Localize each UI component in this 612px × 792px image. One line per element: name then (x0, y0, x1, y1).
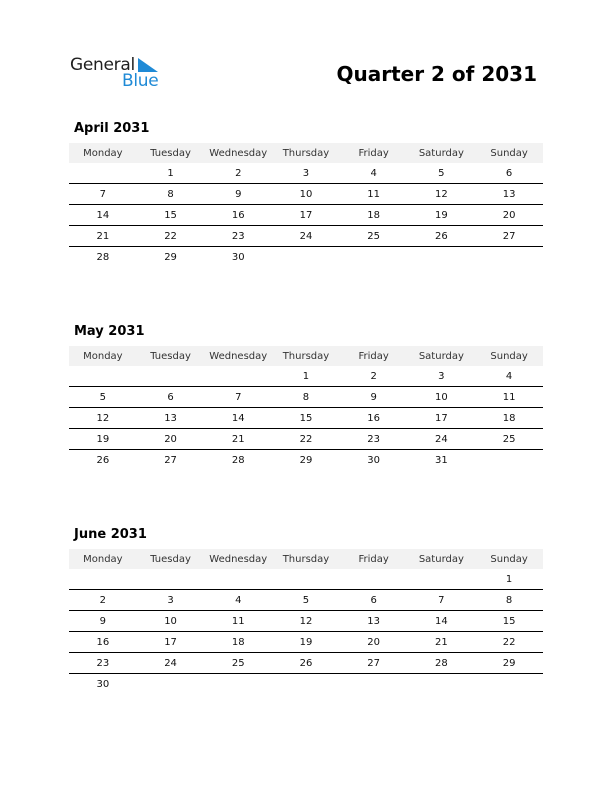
month-title: April 2031 (74, 121, 150, 136)
day-cell: 14 (69, 205, 137, 226)
day-cell: 2 (204, 163, 272, 184)
calendar-table (69, 549, 543, 694)
weekday-header: Thursday (272, 346, 340, 366)
day-cell: 3 (137, 590, 205, 611)
day-cell: 6 (475, 163, 543, 184)
day-cell: 5 (69, 387, 137, 408)
logo-triangle-icon (138, 58, 158, 72)
day-cell: 9 (204, 184, 272, 205)
day-cell: 1 (475, 569, 543, 590)
day-cell: 15 (137, 205, 205, 226)
day-cell: 19 (272, 632, 340, 653)
day-cell (272, 674, 340, 695)
day-cell (69, 366, 137, 387)
week-row (69, 632, 543, 653)
day-cell: 23 (204, 226, 272, 247)
day-cell: 4 (340, 163, 408, 184)
day-cell (137, 674, 205, 695)
day-cell: 23 (340, 429, 408, 450)
day-cell: 18 (340, 205, 408, 226)
calendar-table (69, 143, 543, 267)
day-cell: 15 (272, 408, 340, 429)
day-cell: 10 (272, 184, 340, 205)
weekday-header: Monday (69, 143, 137, 163)
day-cell: 17 (408, 408, 476, 429)
day-cell: 1 (272, 366, 340, 387)
weekday-header: Friday (340, 346, 408, 366)
day-cell: 29 (299, 454, 313, 466)
day-cell: 4 (204, 590, 272, 611)
week-row (69, 408, 543, 429)
weekday-header: Tuesday (137, 346, 205, 366)
day-cell: 21 (408, 632, 476, 653)
day-cell: 28 (408, 653, 476, 674)
day-cell: 16 (340, 408, 408, 429)
day-cell: 30 (367, 454, 381, 466)
day-cell: 29 (475, 653, 543, 674)
day-cell: 20 (475, 205, 543, 226)
day-cell: 22 (137, 226, 205, 247)
weekday-header: Tuesday (137, 549, 205, 569)
day-cell: 9 (69, 611, 137, 632)
day-cell: 12 (272, 611, 340, 632)
day-cell: 25 (204, 653, 272, 674)
weekday-header: Sunday (475, 549, 543, 569)
day-cell: 24 (137, 653, 205, 674)
day-cell: 20 (137, 429, 205, 450)
week-row (69, 611, 543, 632)
weekday-header: Sunday (475, 143, 543, 163)
month-title: May 2031 (74, 324, 145, 339)
weekday-header: Tuesday (137, 143, 205, 163)
month-title: June 2031 (74, 527, 147, 542)
day-cell: 5 (272, 590, 340, 611)
day-cell (272, 569, 340, 590)
weekday-header: Saturday (408, 143, 476, 163)
day-cell: 26 (96, 454, 110, 466)
day-cell: 28 (231, 454, 245, 466)
weekday-header: Friday (340, 143, 408, 163)
day-cell: 11 (204, 611, 272, 632)
day-cell (69, 569, 137, 590)
day-cell: 3 (408, 366, 476, 387)
day-cell: 17 (272, 205, 340, 226)
day-cell: 25 (475, 429, 543, 450)
weekday-header-row (69, 143, 543, 163)
day-cell: 11 (340, 184, 408, 205)
day-cell: 2 (69, 590, 137, 611)
weekday-header: Wednesday (204, 346, 272, 366)
day-cell (137, 366, 205, 387)
day-cell: 22 (272, 429, 340, 450)
weekday-header: Wednesday (204, 549, 272, 569)
day-cell: 19 (69, 429, 137, 450)
day-cell: 14 (408, 611, 476, 632)
day-cell (408, 569, 476, 590)
day-cell: 31 (435, 454, 448, 466)
day-cell (408, 247, 476, 268)
day-cell: 21 (69, 226, 137, 247)
day-cell: 1 (137, 163, 205, 184)
week-row (69, 653, 543, 674)
day-cell: 12 (408, 184, 476, 205)
logo-text-general: General (70, 55, 135, 75)
day-cell: 16 (204, 205, 272, 226)
logo (70, 55, 170, 91)
day-cell (204, 674, 272, 695)
day-cell: 27 (340, 653, 408, 674)
day-cell (475, 247, 543, 268)
weekday-header: Monday (69, 549, 137, 569)
day-cell: 27 (475, 226, 543, 247)
day-cell (137, 569, 205, 590)
week-row (69, 226, 543, 247)
week-row (69, 247, 543, 268)
week-row (69, 387, 543, 408)
day-cell (204, 569, 272, 590)
week-row (69, 569, 543, 590)
day-cell: 21 (204, 429, 272, 450)
day-cell: 6 (137, 387, 205, 408)
day-cell: 11 (475, 387, 543, 408)
weekday-header: Saturday (408, 346, 476, 366)
day-cell: 12 (69, 408, 137, 429)
day-cell: 26 (272, 653, 340, 674)
day-cell: 7 (408, 590, 476, 611)
day-cell: 29 (164, 251, 177, 263)
weekday-header: Sunday (475, 346, 543, 366)
day-cell: 8 (475, 590, 543, 611)
week-row (69, 163, 543, 184)
day-cell (340, 569, 408, 590)
weekday-header-row (69, 549, 543, 569)
day-cell: 8 (272, 387, 340, 408)
day-cell: 9 (340, 387, 408, 408)
day-cell: 8 (137, 184, 205, 205)
day-cell (204, 366, 272, 387)
weekday-header: Thursday (272, 143, 340, 163)
day-cell: 3 (272, 163, 340, 184)
day-cell: 2 (340, 366, 408, 387)
day-cell (340, 674, 408, 695)
day-cell: 20 (340, 632, 408, 653)
day-cell: 24 (272, 226, 340, 247)
day-cell: 18 (475, 408, 543, 429)
day-cell: 14 (204, 408, 272, 429)
week-row (69, 450, 543, 471)
day-cell: 4 (475, 366, 543, 387)
day-cell (69, 163, 137, 184)
day-cell: 13 (137, 408, 205, 429)
day-cell: 24 (408, 429, 476, 450)
week-row (69, 205, 543, 226)
day-cell: 10 (137, 611, 205, 632)
day-cell (475, 450, 543, 471)
day-cell: 28 (96, 251, 110, 263)
week-row (69, 429, 543, 450)
day-cell: 17 (137, 632, 205, 653)
day-cell: 25 (340, 226, 408, 247)
day-cell: 13 (340, 611, 408, 632)
day-cell (475, 674, 543, 695)
day-cell: 23 (69, 653, 137, 674)
day-cell: 15 (475, 611, 543, 632)
logo-text-blue: Blue (122, 71, 159, 91)
weekday-header: Monday (69, 346, 137, 366)
day-cell: 13 (475, 184, 543, 205)
day-cell: 30 (231, 251, 245, 263)
day-cell: 7 (204, 387, 272, 408)
day-cell (408, 674, 476, 695)
weekday-header: Saturday (408, 549, 476, 569)
day-cell: 10 (408, 387, 476, 408)
week-row (69, 366, 543, 387)
calendar-table (69, 346, 543, 470)
weekday-header: Thursday (272, 549, 340, 569)
day-cell: 16 (69, 632, 137, 653)
day-cell: 27 (164, 454, 177, 466)
weekday-header: Friday (340, 549, 408, 569)
day-cell: 22 (475, 632, 543, 653)
day-cell (340, 247, 408, 268)
weekday-header: Wednesday (204, 143, 272, 163)
page-title: Quarter 2 of 2031 (336, 62, 537, 86)
week-row (69, 674, 543, 695)
day-cell: 18 (204, 632, 272, 653)
day-cell: 19 (408, 205, 476, 226)
day-cell (272, 247, 340, 268)
weekday-header-row (69, 346, 543, 366)
week-row (69, 590, 543, 611)
day-cell: 26 (408, 226, 476, 247)
week-row (69, 184, 543, 205)
day-cell: 6 (340, 590, 408, 611)
day-cell: 5 (408, 163, 476, 184)
day-cell: 30 (96, 678, 110, 690)
day-cell: 7 (69, 184, 137, 205)
